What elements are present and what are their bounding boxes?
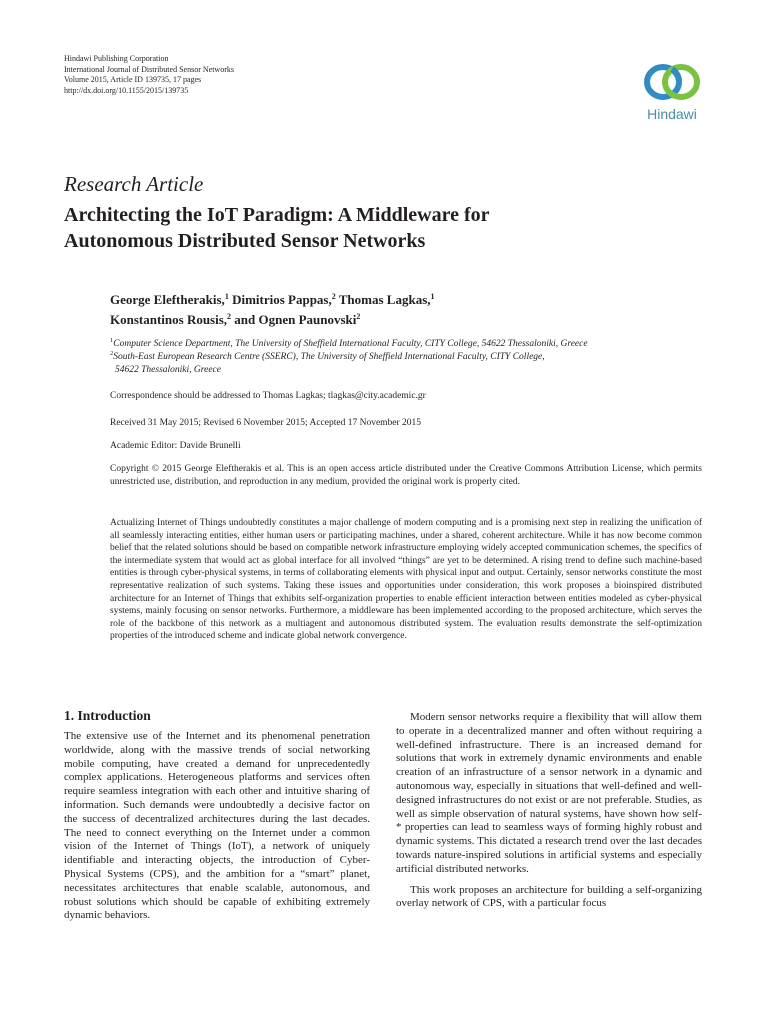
author-name[interactable]: George Eleftherakis, [110,292,225,307]
article-title [64,202,704,254]
affiliation-1: $^1$Computer Science Department, The University of Sheffield International Faculty, CITY College, 54622 Thessaloniki, Greece [110,337,588,349]
paragraph: Modern sensor networks require a flexibility that will allow them to operate in a decentralized manner and often without requiring a well-defined infrastructure. There is an increased demand for solutions that work in extremely dynamic environments and enable creation of an infrastructure of a sensor network in a dynamic and autonomous way, especially in situations that well-defined and well-designed infrastructures do not exist or are not preferable. Studies, as well as simple observation of natural systems, have shown how self-* properties can lead to seamless ways of forming highly robust and dynamic systems. This dictated a research trend over the last decades towards nature-inspired solutions in artificial systems and especially artificial distributed networks. [396,711,702,875]
volume-info: Volume 2015, Article ID 139735, 17 pages [64,75,202,84]
article-type: Research Article [64,172,204,196]
paragraph: This work proposes an architecture for building a self-organizing overlay network of CPS, with a particular focus [396,883,702,910]
author-list [110,290,435,330]
hindawi-logo [632,60,712,132]
abstract: Actualizing Internet of Things undoubtedly constitutes a major challenge of modern computing and is a promising next step in realizing the unification of all seamlessly interacting entities, either human users or participating machines, under a shared, coherent architecture. While it has now become common belief that the related solutions should be based on compatible network infrastructure employing widely accepted communication schemes, the specifics of the intermediate system that would act as global interface for all involved “things” are yet to be determined. A rising trend to define such machine-based entities is through cyber-physical systems, in terms of collaborating elements with physical input and output. Certainly, sensor networks constitute the most representative realization of such systems. Taking these issues and opportunities under consideration, this work proposes a bioinspired distributed architecture for an Internet of Things that exhibits self-organization properties to enable efficient interaction between entities modeled as cyber-physical systems, mainly focusing on sensor networks. Furthermore, a middleware has been implemented according to the proposed architecture, which serves the role of the backbone of this network as a multiagent and autonomous distributed system. The evaluation results demonstrate the self-optimization properties of the introduced scheme and indicate global network convergence. [110,518,702,642]
author-affiliation-mark: 1 [430,292,435,301]
title-line-1: Architecting the IoT Paradigm: A Middleware for [64,204,490,226]
author-name[interactable]: Thomas Lagkas, [335,292,431,307]
academic-editor: Academic Editor: Davide Brunelli [110,441,241,451]
article-dates: Received 31 May 2015; Revised 6 November 2015; Accepted 17 November 2015 [110,418,422,428]
affiliation-2-continued: 54622 Thessaloniki, Greece [115,365,221,375]
hindawi-rings-icon [641,60,703,104]
section-heading-introduction: 1. Introduction [64,708,151,723]
author-affiliation-mark: 2 [227,312,232,321]
title-line-2: Autonomous Distributed Sensor Networks [64,230,426,252]
correspondence: Correspondence should be addressed to Thomas Lagkas; tlagkas@city.academic.gr [110,391,426,401]
author-affiliation-mark: 2 [331,292,336,301]
author-name[interactable]: Dimitrios Pappas, [228,292,332,307]
affiliation-2: $^2$South-East European Research Centre (SSERC), The University of Sheffield International Faculty, CITY College, [110,350,545,362]
author-line-1 [110,290,435,310]
logo-text: Hindawi [647,106,697,122]
body-column-right [396,711,702,911]
publication-header [64,54,234,96]
author-name[interactable]: Konstantinos Rousis, [110,312,228,327]
copyright-notice: Copyright © 2015 George Eleftherakis et al. This is an open access article distributed under the Creative Commons Attribution License, which permits unrestricted use, distribution, and reproduction in any medium, provided the original work is properly cited. [110,464,702,487]
doi-link[interactable]: http://dx.doi.org/10.1155/2015/139735 [64,85,189,95]
author-affiliation-mark: 2 [356,312,361,321]
author-line-2 [110,310,435,330]
author-affiliation-mark: 1 [224,292,229,301]
publisher-name: Hindawi Publishing Corporation [64,54,169,63]
body-column-left [64,730,370,923]
paragraph: The extensive use of the Internet and its phenomenal penetration worldwide, along with the massive trends of social networking mobile computing, have created a demand for unprecedentedly complex applications. Heterogeneous platforms and services often require seamless integration with each other and intuitive sharing of information. Such demands were undoubtedly a decisive factor on the success of decentralized architectures during the last decades. The need to connect everything on the Internet under a common vision of the Internet of Things (IoT), a network of uniquely identifiable and interacting objects, the introduction of Cyber-Physical Systems (CPS), and the ambition for a “smart” planet, necessitates architectures that enable scalable, autonomous, and robust solutions which should be capable of exhibiting extremely dynamic behaviors. [64,730,370,922]
affiliations [110,338,588,377]
journal-name: International Journal of Distributed Sensor Networks [64,64,234,74]
author-name[interactable]: and Ognen Paunovski [231,312,357,327]
